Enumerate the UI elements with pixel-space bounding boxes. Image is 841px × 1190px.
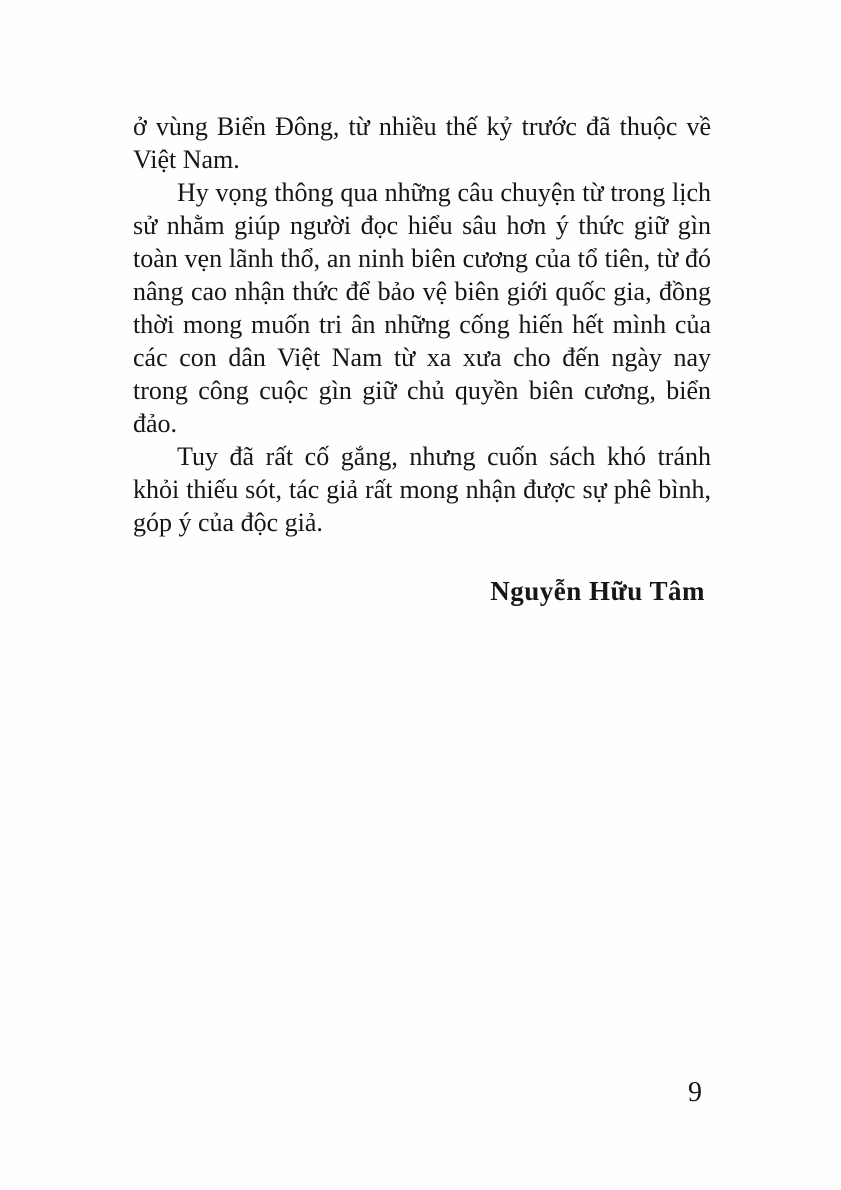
body-text-block	[133, 110, 711, 608]
author-signature: Nguyễn Hữu Tâm	[490, 576, 705, 606]
paragraph-apology: Tuy đã rất cố gắng, nhưng cuốn sách khó tránh khỏi thiếu sót, tác giả rất mong nhận được sự phê bình, góp ý của độc giả.	[133, 442, 711, 537]
page-number: 9	[688, 1077, 702, 1108]
paragraph-hope: Hy vọng thông qua những câu chuyện từ trong lịch sử nhằm giúp người đọc hiểu sâu hơn ý thức giữ gìn toàn vẹn lãnh thổ, an ninh biên cương của tổ tiên, từ đó nâng cao nhận thức để bảo vệ biên giới quốc gia, đồng thời mong muốn tri ân những cống hiến hết mình của các con dân Việt Nam từ xa xưa cho đến ngày nay trong công cuộc gìn giữ chủ quyền biên cương, biển đảo.	[133, 178, 711, 438]
paragraph-continuation: ở vùng Biển Đông, từ nhiều thế kỷ trước đã thuộc về Việt Nam.	[133, 112, 711, 174]
